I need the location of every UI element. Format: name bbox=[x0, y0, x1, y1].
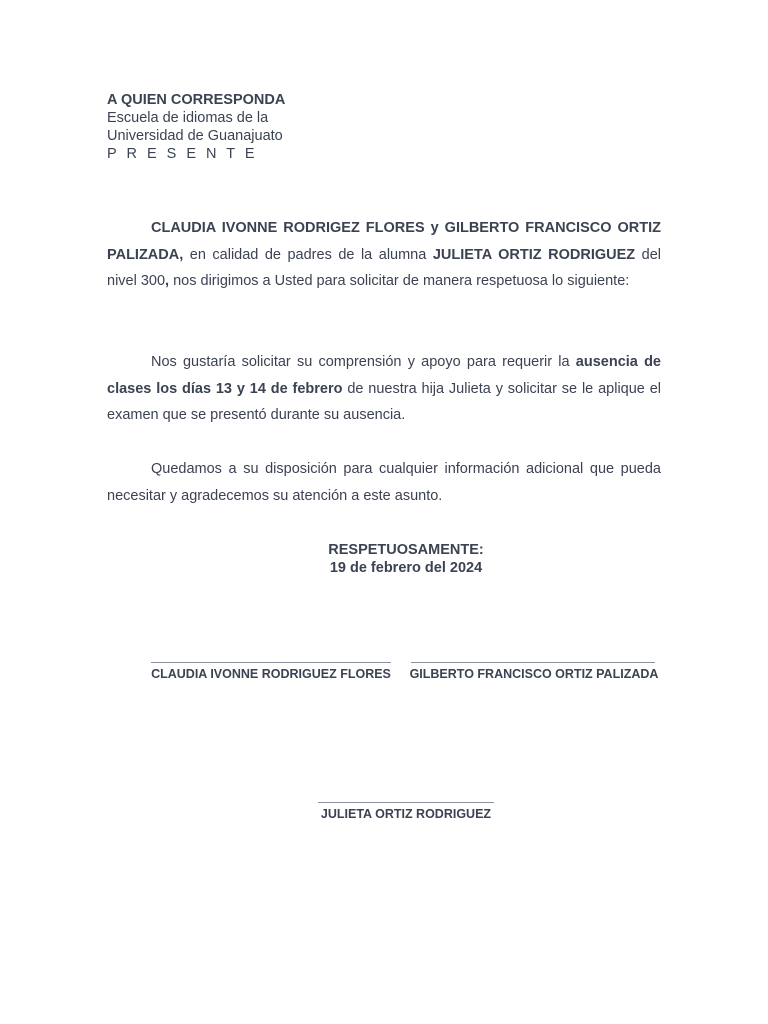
intro-text-b: del nivel 300 bbox=[107, 246, 661, 290]
intro-comma: , bbox=[165, 273, 170, 290]
signature-block-father bbox=[409, 662, 659, 681]
intro-text-c: nos dirigimos a Usted para solicitar de manera respetuosa lo siguiente: bbox=[169, 273, 630, 290]
salutation: RESPETUOSAMENTE: bbox=[328, 542, 484, 558]
signature-line bbox=[151, 662, 391, 663]
paragraph-closing: Quedamos a su disposición para cualquier información adicional que pueda necesitar y agradecemos su atención a este asunto. bbox=[107, 461, 661, 504]
request-text-b: de nuestra hija Julieta y solicitar se le aplique el examen que se presentó durante su ausencia. bbox=[107, 380, 661, 424]
paragraph-introduction bbox=[107, 215, 661, 295]
letter-date: 19 de febrero del 2024 bbox=[329, 560, 483, 576]
signature-block-mother bbox=[151, 662, 391, 681]
recipient-heading: A QUIEN CORRESPONDA bbox=[107, 92, 286, 108]
paragraph-request bbox=[107, 349, 661, 429]
signature-name-mother: CLAUDIA IVONNE RODRIGUEZ FLORES bbox=[151, 667, 391, 681]
letter-header bbox=[107, 91, 285, 163]
closing-block bbox=[107, 541, 705, 577]
signature-line bbox=[318, 802, 494, 803]
organization-line-1: Escuela de idiomas de la bbox=[107, 110, 269, 126]
signature-name-father: GILBERTO FRANCISCO ORTIZ PALIZADA bbox=[409, 667, 659, 681]
parents-names: CLAUDIA IVONNE RODRIGEZ FLORES y GILBERTO FRANCISCO ORTIZ PALIZADA, bbox=[107, 220, 661, 263]
signature-line bbox=[411, 662, 655, 663]
presente-line: P R E S E N T E bbox=[107, 146, 258, 162]
signature-block-student bbox=[318, 802, 494, 821]
organization-line-2: Universidad de Guanajuato bbox=[107, 128, 283, 144]
signature-name-student: JULIETA ORTIZ RODRIGUEZ bbox=[320, 807, 492, 821]
request-text-a: Nos gustaría solicitar su comprensión y apoyo para requerir la bbox=[151, 354, 576, 370]
absence-dates-highlight: ausencia de clases los días 13 y 14 de febrero bbox=[107, 354, 661, 397]
student-name-inline: JULIETA ORTIZ RODRIGUEZ bbox=[432, 246, 636, 263]
intro-text-a: en calidad de padres de la alumna bbox=[183, 246, 433, 263]
